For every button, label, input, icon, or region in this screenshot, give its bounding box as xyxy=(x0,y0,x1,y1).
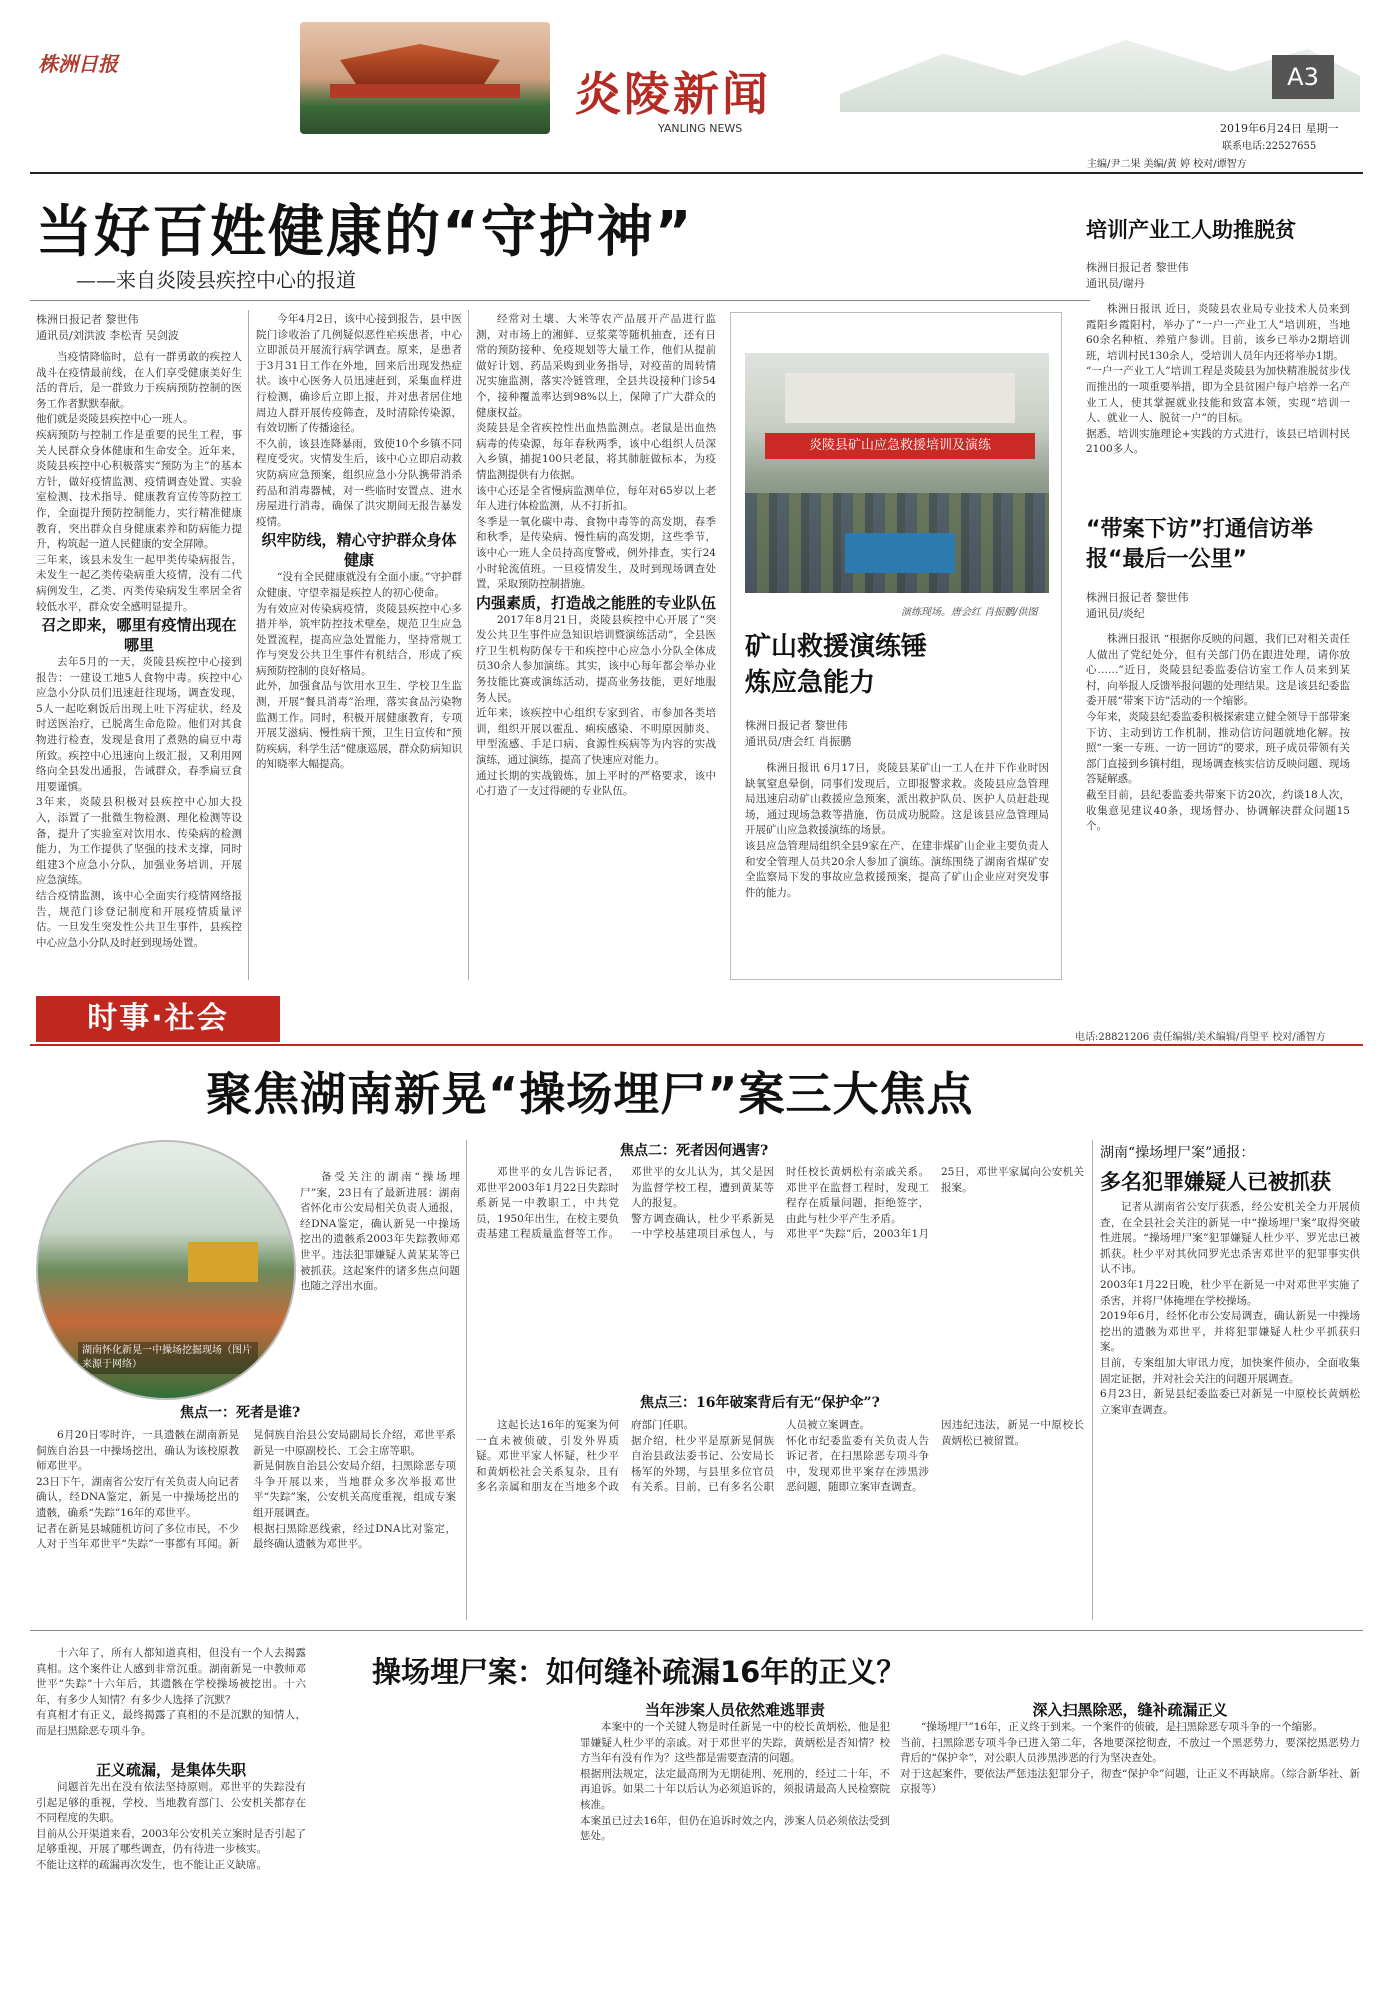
focus-2-head: 焦点二：死者因何遇害? xyxy=(620,1143,769,1159)
section-title: 炎陵新闻 xyxy=(575,67,771,121)
lead-col3b-text: 2017年8月21日，炎陵县疾控中心开展了“突发公共卫生事件应急知识培训暨演练活动”，全县医疗卫生机构防保专干和疾控中心应急小分队全体成员30余人参加演练。其实，该中心每年都会举办业务技能比赛或演练活动，提高业务技能，更好地服务人民。 近年来，该疾控中心组织专家到省、市参加各类培训，组织开展以霍乱、痢疾感染、不明原因肺炎、甲型流感、手足口病、食源性疾病等为内容的实战演练，通过演练，提高了快速应对能力。 通过长期的实战锻炼，加上平时的严格要求，该中心打造了一支过得硬的专业队伍。 xyxy=(476,613,716,798)
right-byline-b: 株洲日报记者 黎世伟 通讯员/炎纪 xyxy=(1086,591,1189,620)
photo-story-box xyxy=(730,312,1062,980)
lead-col2-text: 今年4月2日，该中心接到报告，县中医院门诊收治了几例疑似恶性疟疾患者，中心立即派员开展流行病学调查。原来，是患者于3月31日工作在外地，回来后出现发热症状。该中心医务人员迅速赶到，采集血样进行检测，确诊后立即上报，并对患者居住地周边人群开展传疫筛查，及时清除传染源，有效切断了传播途径。 不久前，该县连降暴雨，致使10个乡镇不同程度受灾。灾情发生后，该中心立即启动救灾防病应急预案，组织应急小分队携带消杀药品和消毒器械，对一些临时安置点、进水房屋进行消毒，确保了洪灾期间无报告暴发疫情。 xyxy=(256,313,462,528)
section3-rule xyxy=(30,1630,1363,1631)
side-text: 记者从湖南省公安厅获悉，经公安机关全力开展侦查，在全县社会关注的新晃一中“操场埋尸案”取得突破性进展。“操场埋尸案”犯罪嫌疑人杜少平、罗光忠已被抓获。杜少平对其伙同罗光忠杀害邓世平的犯罪事实供认不讳。 2003年1月22日晚，杜少平在新晃一中对邓世平实施了杀害，并将尸体掩埋在学校操场。 2019年6月，经怀化市公安局调查，确认新晃一中操场挖出的遗骸为邓世平，并将犯罪嫌疑人杜少平抓获归案。 目前，专案组加大审讯力度，加快案件侦办，全面收集固定证据，并对社会关注的问题开展调查。 6月23日，新晃县纪委监委已对新晃一中原校长黄炳松立案审查调查。 xyxy=(1100,1201,1360,1416)
focus-1-head: 焦点一：死者是谁? xyxy=(180,1405,301,1421)
focus-3-text: 这起长达16年的冤案为何一直未被侦破，引发外界质疑。邓世平家人怀疑，杜少平和黄炳松社会关系复杂，且有多名亲属和朋友在当地多个政府部门任职。 据介绍，杜少平是原新晃侗族自治县政法委书记、公安局长杨军的外甥，与县里多位官员有关系。目前，已有多名公职人员被立案调查。 怀化市纪委监委有关负责人告诉记者，在扫黑除恶专项斗争中，发现邓世平案存在涉黑涉恶问题，随即立案审查调查。 因违纪违法，新晃一中原校长黄炳松已被留置。 xyxy=(476,1419,1084,1494)
col-divider xyxy=(248,310,249,980)
header-banner-image xyxy=(300,22,550,134)
right-text-a: 株洲日报讯 近日，炎陵县农业局专业技术人员来到霞阳乡霞阳村，举办了“一户一产业工人”培训班，当地60余名种植、养殖户参训。目前，该乡已举办2期培训班，培训村民130余人，受培训人员年内还将举办1期。 “一户一产业工人”培训工程是炎陵县为加快精准脱贫步伐而推出的一项重要举措，即为全县贫困户每户培养一名产业工人，使其掌握就业技能和致富本领，实现“培训一人、就业一人、脱贫一户”的目标。 据悉，培训实施理论+实践的方式进行，该县已培训村民2100多人。 xyxy=(1086,303,1350,456)
section3-col-c xyxy=(580,1700,890,1845)
section3-subhead-3: 深入扫黑除恶，缝补疏漏正义 xyxy=(1032,1701,1228,1719)
issue-date: 2019年6月24日 星期一 xyxy=(1220,122,1339,135)
col-divider xyxy=(1092,1140,1093,1620)
lead-byline: 株洲日报记者 黎世伟 通讯员/刘洪波 李松青 吴剑波 xyxy=(36,313,179,342)
focus-3-head: 焦点三：16年破案背后有无“保护伞”? xyxy=(640,1395,880,1411)
photo-story-title: 矿山救援演练锤炼应急能力 xyxy=(745,632,928,698)
school-photo-caption: 湖南怀化新晃一中操场挖掘现场（图片来源于网络） xyxy=(78,1342,258,1374)
lead-col3-text: 经常对土壤、大米等农产品展开产品进行监测，对市场上的湘鲜、豆浆菜等随机抽查，还有日常的预防接种、免疫规划等大量工作，他们从提前做好计划、药品采购到业务指导，对疫苗的周转情况实施监测，落实冷链管理，全县共设接种门诊54个，接种覆盖率达到98%以上，保障了广大群众的健康权益。 炎陵县是全省疾控性出血热监测点。老鼠是出血热病毒的传染源，每年春秋两季，该中心组织人员深入乡镇，捕捉100只老鼠，将其肺脏做标本，为疫情监测提供有力依据。 该中心还是全省慢病监测单位，每年对65岁以上老年人进行体检监测，从不打折扣。 冬季是一氧化碳中毒、食物中毒等的高发期，春季和秋季，是传染病、慢性病的高发期，这些季节，该中心一班人全员持高度警戒，例外排查，实行24小时轮流值班。一旦疫情发生，及时到现场调查处置，采取预防控制措施。 xyxy=(476,313,716,591)
focus-2-text: 邓世平的女儿告诉记者，邓世平2003年1月22日失踪时系新晃一中教职工，中共党员，1950年出生，在校主要负责基建工程质量监督等工作。邓世平的女儿认为，其父是因为监督学校工程，遭到黄某等人的报复。 警方调查确认，杜少平系新晃一中学校基建项目承包人，与时任校长黄炳松有亲戚关系。邓世平在监督工程时，发现工程存在质量问题，拒绝签字，由此与杜少平产生矛盾。 邓世平“失踪”后，2003年1月25日，邓世平家属向公安机关报案。 xyxy=(476,1166,1084,1241)
lead-col2 xyxy=(256,312,462,773)
section3-col-a xyxy=(36,1760,306,1874)
right-byline-a: 株洲日报记者 黎世伟 通讯员/谢丹 xyxy=(1086,261,1189,290)
photo-story-byline: 株洲日报记者 黎世伟 通讯员/唐会红 肖振鹏 xyxy=(745,719,852,748)
right-headline-b: “带案下访”打通信访举报“最后一公里” xyxy=(1086,517,1313,572)
section3-col-d xyxy=(900,1700,1360,1798)
lead-col3 xyxy=(476,312,716,800)
lead-col2b-text: “没有全民健康就没有全面小康。”守护群众健康、守望幸福是疾控人的初心使命。 为有效应对传染病疫情，炎陵县疾控中心多措并举，筑牢防控技术壁垒，规范卫生应急处置流程，提高应急处置能力，坚持常规工作与突发公共卫生事件有机结合，形成了疾病预防控制的良好格局。 此外，加强食品与饮用水卫生、学校卫生监测，开展“餐具消毒”治理，落实食品污染物监测工作。同时，积极开展健康教育，专项开展艾滋病、慢性病干预，卫生日宣传和“预防疾病，科学生活”健康巡展，群众防病知识的知晓率大幅提高。 xyxy=(256,571,462,771)
lead-subhead-3: 内强素质，打造战之能胜的专业队伍 xyxy=(476,593,717,612)
right-headline-a: 培训产业工人助推脱贫 xyxy=(1086,218,1296,242)
section3-subhead-2: 当年涉案人员依然难逃罪责 xyxy=(644,1701,825,1719)
section2-contact: 电话:28821206 责任编辑/美术编辑/肖望平 校对/潘智方 xyxy=(1075,1032,1326,1043)
lead-col1b-text: 去年5月的一天，炎陵县疾控中心接到报告：一建设工地5人食物中毒。疾控中心应急小分队员们迅速赶往现场，调查发现，5人一起吃剩饭后出现上吐下泻症状，经及时送医治疗，已脱离生命危险。他们对其食物进行检查，发现是食用了煮熟的扁豆中毒所致。疾控中心迅速向上级汇报，又利用网络向全县发出通报，告诫群众，春季扁豆食用要谨慎。 3年来，炎陵县积极对县疾控中心加大投入，添置了一批微生物检测、理化检测等设备，提升了实验室对饮用水、传染病的检测能力，为工作提供了坚强的技术支撑，同时组建3个应急小分队，加强业务培训，开展应急演练。 结合疫情监测，该中心全面实行疫情网络报告，规范门诊登记制度和开展疫情质量评估。一旦发生突发性公共卫生事件，县疾控中心应急小分队及时赶到现场处置。 xyxy=(36,656,242,949)
lead-rule xyxy=(30,300,1090,301)
school-photo xyxy=(36,1140,296,1400)
section3-title: 操场埋尸案：如何缝补疏漏16年的正义？ xyxy=(372,1655,906,1689)
section3-col-b xyxy=(320,1700,590,1731)
lead-subtitle: ——来自炎陵县疾控中心的报道 xyxy=(76,268,356,292)
paper-logo: 株洲日报 xyxy=(38,52,118,76)
hotline: 联系电话:22527655 xyxy=(1222,141,1317,152)
photo-story-text: 株洲日报讯 6月17日，炎陵县某矿山一工人在井下作业时因缺氧窒息晕倒，同事们发现后，立即报警求救。炎陵县应急管理局迅速启动矿山救援应急预案，派出救护队员、医护人员赶赴现场，通过现场急救等措施，伤员成功脱险。这是该县应急管理局开展矿山应急救援演练的场景。 该县应急管理局组织全县9家在产、在建非煤矿山企业主要负责人和安全管理人员共20余人参加了演练。演练围绕了湖南省煤矿安全监察局下发的事故应急救援预案，提高了矿山企业应对突发事件的能力。 xyxy=(745,762,1049,899)
photo-caption: 演练现场。唐会红 肖振鹏/供图 xyxy=(901,607,1038,618)
section2-intro: 备受关注的湖南“操场埋尸”案，23日有了最新进展：湖南省怀化市公安局相关负责人通报，经DNA鉴定，确认新晃一中操场挖出的遗骸系2003年失踪教师邓世平。违法犯罪嫌疑人黄某某等已被抓获。这起案件的诸多焦点问题也随之浮出水面。 xyxy=(300,1171,460,1293)
drill-banner: 炎陵县矿山应急救援培训及演练 xyxy=(765,433,1035,459)
masthead-rule xyxy=(30,172,1363,174)
section2-rule xyxy=(30,1044,1363,1046)
section3-text-2: 本案中的一个关键人物是时任新晃一中的校长黄炳松，他是犯罪嫌疑人杜少平的亲戚。对于邓世平的失踪，黄炳松是否知情？校方当年有没有作为？这些都是需要查清的问题。 根据刑法规定，法定最高刑为无期徒刑、死刑的，经过二十年，不再追诉。如果二十年以后认为必须追诉的，须报请最高人民检察院核准。 本案虽已过去16年，但仍在追诉时效之内，涉案人员必须依法受到惩处。 xyxy=(580,1721,890,1843)
right-column xyxy=(1086,210,1356,980)
section3-subhead-1: 正义疏漏，是集体失职 xyxy=(95,1761,246,1779)
section3-intro: 十六年了，所有人都知道真相，但没有一个人去揭露真相。这个案件让人感到非常沉重。湖南新晃一中教师邓世平“失踪”十六年后，其遗骸在学校操场被挖出。十六年，有多少人知情？有多少人选择了沉默？ 有真相才有正义，最终揭露了真相的不是沉默的知情人，而是扫黑除恶专项斗争。 xyxy=(36,1647,306,1737)
drill-photo xyxy=(745,353,1049,593)
section2-headline: 聚焦湖南新晃“操场埋尸”案三大焦点 xyxy=(206,1067,974,1121)
page-number: A3 xyxy=(1272,55,1334,99)
lead-subhead-2: 织牢防线，精心守护群众身体健康 xyxy=(261,531,457,570)
col-divider xyxy=(468,310,469,980)
lead-subhead-1: 召之即来，哪里有疫情出现在哪里 xyxy=(41,616,237,655)
lead-col1-text: 当疫情降临时，总有一群勇敢的疾控人战斗在疫情最前线，在人们享受健康美好生活的背后，是一群致力于疾病预防控制的医务工作者默默奉献。 他们就是炎陵县疾控中心一班人。 疾病预防与控制工作是重要的民生工程，事关人民群众身体健康和生命安全。近年来，炎陵县疾控中心积极落实“预防为主”的基本方针，做好疫情监测、疫情调查处置、实验室检测、技术指导、健康教育宣传等防控工作，全面提升预防控制能力，实行精准健康教育，突出群众自身健康素养和防病能力提升，构筑起一道人民健康的安全屏障。 三年来，该县未发生一起甲类传染病报告，未发生一起乙类传染病重大疫情，没有二代病例发生，乙类、丙类传染病发生率居全省较低水平，群众安全感明显提升。 xyxy=(36,351,242,613)
lead-headline: 当好百姓健康的“守护神” xyxy=(36,200,694,265)
section3-text-3: “操场埋尸”16年，正义终于到来。一个案件的侦破，是扫黑除恶专项斗争的一个缩影。 当前，扫黑除恶专项斗争已进入第二年，各地要深挖彻查，不放过一个黑恶势力，要深挖黑恶势力背后的“保护伞”，对公职人员涉黑涉恶的行为坚决查处。 对于这起案件，要依法严惩违法犯罪分子，彻查“保护伞”问题，让正义不再缺席。（综合新华社、新京报等） xyxy=(900,1721,1360,1796)
section-en: YANLING NEWS xyxy=(658,122,743,135)
focus-1-text: 6月20日零时许，一具遗骸在湖南新晃侗族自治县一中操场挖出，确认为该校原教师邓世平。 23日下午，湖南省公安厅有关负责人向记者确认，经DNA鉴定，新晃一中操场挖出的遗骸，确系“失踪”16年的邓世平。 记者在新晃县城随机访问了多位市民，不少人对于当年邓世平“失踪”一事都有耳闻。新晃侗族自治县公安局副局长介绍，邓世平系新晃一中原副校长、工会主席等职。 新晃侗族自治县公安局介绍，扫黑除恶专项斗争开展以来，当地群众多次举报邓世平“失踪”案，公安机关高度重视，组成专案组开展调查。 根据扫黑除恶线索，经过DNA比对鉴定，最终确认遗骸为邓世平。 xyxy=(36,1429,456,1551)
lead-col1 xyxy=(36,350,242,951)
section3-text-1: 问题首先出在没有依法坚持原则。邓世平的失踪没有引起足够的重视，学校、当地教育部门、公安机关都存在不同程度的失职。 目前从公开渠道来看，2003年公安机关立案时是否引起了足够重视、开展了哪些调查，仍有待进一步核实。 不能让这样的疏漏再次发生，也不能让正义缺席。 xyxy=(36,1781,306,1871)
right-text-b: 株洲日报讯 “根据你反映的问题，我们已对相关责任人做出了党纪处分，但有关部门仍在跟进处理，请你放心……”近日，炎陵县纪委监委信访室工作人员来到某村，向举报人反馈举报问题的处理结果。这是该县纪委监委开展“带案下访”活动的一个缩影。 今年来，炎陵县纪委监委积极探索建立健全领导干部带案下访、主动到访工作机制，推动信访问题就地化解。按照“一案一专班、一访一回访”的要求，班子成员带领有关部门直接到乡镇村组，现场调查核实信访反映问题、现场答疑解惑。 截至目前，县纪委监委共带案下访20次，约谈18人次，收集意见建议40条，现场督办、协调解决群众问题15个。 xyxy=(1086,633,1350,833)
masthead xyxy=(0,0,1393,175)
col-divider xyxy=(466,1140,467,1620)
side-title: 多名犯罪嫌疑人已被抓获 xyxy=(1100,1170,1331,1194)
section2-tag: 时事·社会 xyxy=(36,996,280,1042)
editors-line: 主编/尹二果 美编/黄 婷 校对/谭智方 xyxy=(1087,159,1247,170)
side-title-small: 湖南“操场埋尸案”通报： xyxy=(1100,1145,1255,1161)
